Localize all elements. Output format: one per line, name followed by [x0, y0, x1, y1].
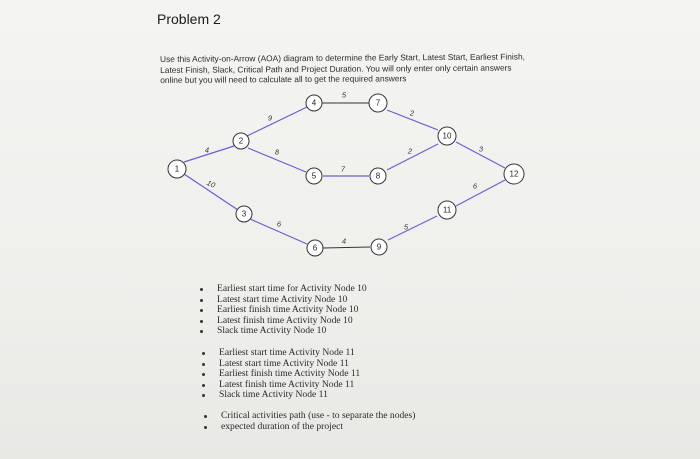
- questions-node-10: [200, 284, 367, 337]
- network-node-5: [306, 168, 322, 184]
- question-item: Critical activities path (use - to separate the nodes): [204, 411, 415, 422]
- activity-arrow-11-12: [456, 180, 505, 206]
- question-item: expected duration of the project: [204, 422, 415, 433]
- question-item: Earliest start time for Activity Node 10: [200, 284, 367, 295]
- network-node-6: [307, 240, 323, 256]
- svg-text:5: 5: [311, 171, 317, 181]
- duration-label-1-3: 10: [205, 178, 217, 190]
- duration-label-1-2: 4: [204, 145, 210, 155]
- svg-text:9: 9: [376, 242, 382, 252]
- question-item: Latest finish time Activity Node 11: [202, 380, 360, 391]
- svg-text:2: 2: [238, 136, 244, 146]
- network-node-10: [438, 127, 456, 145]
- svg-text:4: 4: [311, 98, 317, 108]
- duration-label-8-10: 2: [407, 146, 413, 156]
- duration-label-9-11: 5: [403, 222, 409, 232]
- duration-label-11-12: 6: [472, 181, 478, 191]
- activity-arrow-9-11: [388, 216, 437, 240]
- instructions-line: Latest Finish, Slack, Critical Path and Project Duration. You will only enter only certain answers: [160, 62, 512, 75]
- svg-text:3: 3: [241, 209, 247, 219]
- svg-text:12: 12: [509, 169, 519, 179]
- question-item: Earliest finish time Activity Node 11: [202, 369, 360, 380]
- duration-label-6-9: 4: [341, 236, 347, 246]
- question-item: Slack time Activity Node 11: [202, 390, 360, 401]
- question-item: Latest start time Activity Node 11: [202, 359, 360, 370]
- instructions-line: Use this Activity-on-Arrow (AOA) diagram to determine the Early Start, Latest Start, Earliest Finish,: [160, 51, 525, 64]
- network-node-1: [168, 160, 186, 178]
- questions-final: [204, 411, 415, 432]
- svg-text:6: 6: [312, 243, 318, 253]
- network-node-11: [438, 201, 456, 219]
- question-item: Earliest finish time Activity Node 10: [200, 305, 367, 316]
- question-item: Slack time Activity Node 10: [200, 326, 367, 337]
- network-node-7: [369, 94, 387, 112]
- duration-label-10-12: 3: [478, 144, 484, 154]
- network-node-4: [306, 95, 322, 111]
- duration-label-2-5: 8: [274, 147, 280, 157]
- network-node-3: [236, 206, 252, 222]
- network-node-8: [370, 168, 386, 184]
- svg-text:10: 10: [442, 131, 452, 141]
- svg-text:1: 1: [174, 164, 180, 174]
- question-item: Latest start time Activity Node 10: [200, 295, 367, 306]
- instructions-line: online but you will need to calculate all to get the required answers: [160, 73, 407, 85]
- activity-arrow-8-10: [387, 144, 438, 170]
- activity-arrow-6-9: [323, 247, 370, 248]
- question-item: Latest finish time Activity Node 10: [200, 316, 367, 327]
- network-node-9: [371, 239, 387, 255]
- duration-label-5-8: 7: [340, 164, 346, 174]
- question-item: Earliest start time Activity Node 11: [202, 348, 360, 359]
- duration-label-7-10: 2: [409, 108, 415, 118]
- activity-arrow-2-4: [247, 107, 307, 136]
- svg-text:7: 7: [375, 98, 381, 108]
- problem-title: Problem 2: [157, 11, 221, 27]
- svg-text:8: 8: [375, 171, 381, 181]
- questions-node-11: [202, 348, 360, 401]
- duration-label-3-6: 6: [276, 219, 282, 229]
- network-node-2: [233, 133, 249, 149]
- network-node-12: [504, 164, 524, 184]
- duration-label-4-7: 5: [341, 90, 347, 100]
- svg-text:11: 11: [442, 205, 452, 215]
- duration-label-2-4: 9: [267, 113, 273, 123]
